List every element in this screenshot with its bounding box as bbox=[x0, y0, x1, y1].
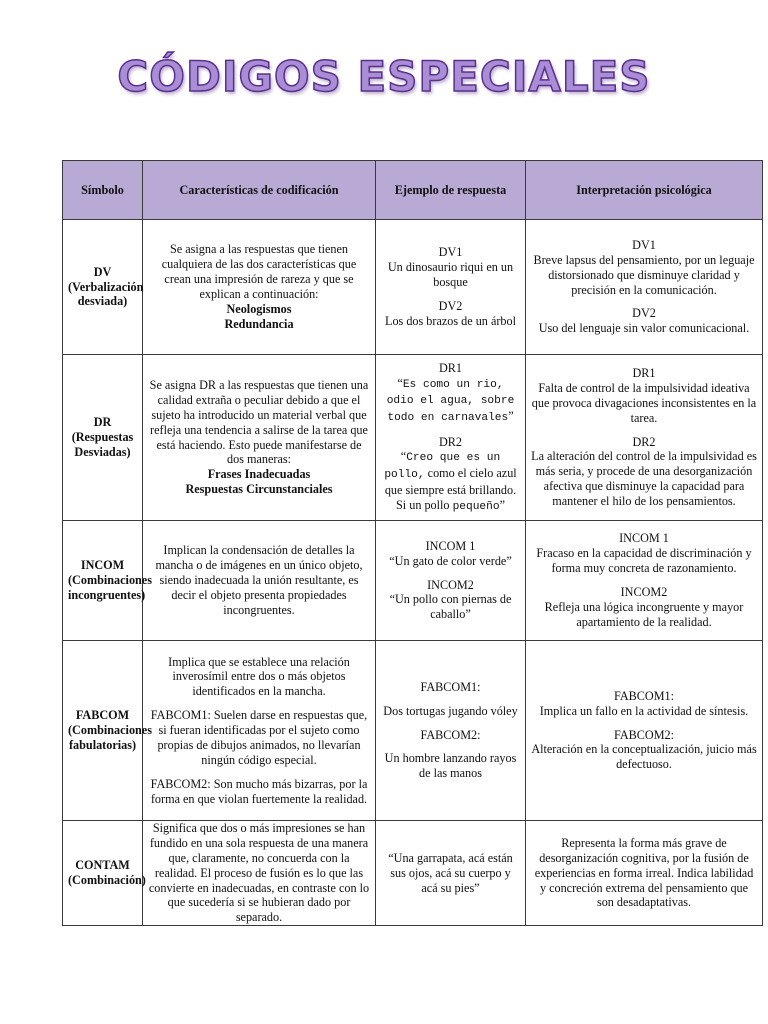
characteristics-bold-2: Redundancia bbox=[224, 316, 294, 331]
example-cell bbox=[376, 355, 526, 521]
characteristics-cell bbox=[143, 641, 376, 821]
table-row-dv bbox=[63, 220, 763, 355]
example-cell bbox=[376, 641, 526, 821]
table-row-contam bbox=[63, 821, 763, 926]
symbol-code: DV bbox=[93, 264, 112, 279]
interpretation-1-label: FABCOM1: bbox=[613, 688, 675, 703]
page-title: CÓDIGOS ESPECIALES bbox=[117, 52, 651, 101]
symbol-cell bbox=[63, 641, 152, 821]
characteristics-cell bbox=[143, 521, 376, 641]
symbol-code: FABCOM bbox=[75, 708, 130, 723]
symbol-description: (Respuestas Desviadas) bbox=[71, 430, 134, 459]
characteristics-text: Se asigna a las respuestas que tienen cualquiera de las dos características que crean una impresión de rareza y que se explican a continuación: bbox=[161, 242, 357, 301]
example-2-text: “Creo que es un pollo, como el cielo azul que siempre está brillando. Si un pollo pequeño” bbox=[384, 449, 517, 513]
symbol-description: (Combinaciones incongruentes) bbox=[68, 573, 152, 602]
interpretation-2-text: Alteración en la conceptualización, juicio más defectuoso. bbox=[531, 742, 757, 772]
special-codes-table bbox=[62, 160, 763, 926]
symbol-code: INCOM bbox=[80, 558, 125, 573]
characteristics-text: Significa que dos o más impresiones se han fundido en una sola respuesta de una manera que, claramente, no concuerda con la realidad. El proceso de fusión es lo que las convierte en inadecuadas, en contraste con lo que sucedería si se hubieran dado por separado. bbox=[148, 821, 370, 925]
symbol-description: (Combinaciones fabulatorias) bbox=[68, 723, 152, 752]
symbol-description: (Combinación) bbox=[68, 873, 146, 888]
characteristics-bold-2: Respuestas Circunstanciales bbox=[185, 482, 333, 497]
symbol-cell bbox=[63, 355, 143, 521]
header-interpretation: Interpretación psicológica bbox=[526, 161, 763, 220]
symbol-description: (Verbalización desviada) bbox=[68, 279, 144, 309]
characteristics-text-1: Implica que se establece una relación inverosímil entre dos o más objetos identificados en la mancha. bbox=[168, 654, 350, 699]
symbol-code: DR bbox=[93, 415, 112, 430]
characteristics-cell bbox=[143, 821, 376, 926]
symbol-cell bbox=[63, 220, 143, 355]
characteristics-text: Se asigna DR a las respuestas que tienen una calidad extraña o peculiar debido a que el sujeto ha introducido un material verbal que refleja una tendencia a salirse de la tarea que está haciendo. Esto puede manifestarse de dos maneras: bbox=[149, 378, 369, 467]
example-cell bbox=[376, 220, 526, 355]
interpretation-cell bbox=[526, 821, 763, 926]
interpretation-2-label: INCOM2 bbox=[620, 585, 668, 599]
example-2-label: DV2 bbox=[438, 298, 463, 313]
symbol-cell bbox=[63, 521, 152, 641]
interpretation-2-text: Refleja una lógica incongruente y mayor apartamiento de la realidad. bbox=[544, 599, 744, 629]
example-1-label: DV1 bbox=[438, 245, 463, 260]
interpretation-1-text: Breve lapsus del pensamiento, por un leguaje distorsionado que disminuye claridad y precisión en la comunicación. bbox=[533, 252, 755, 297]
interpretation-1-text: Implica un fallo en la actividad de síntesis. bbox=[539, 703, 749, 718]
table-row-dr bbox=[63, 355, 763, 521]
interpretation-cell bbox=[526, 220, 763, 355]
characteristics-text: Implican la condensación de detalles la mancha o de imágenes en un único objeto, siendo inadecuada la unión resultante, es decir el objeto presenta propiedades incongruentes. bbox=[155, 543, 363, 617]
table-row-fabcom bbox=[63, 641, 763, 821]
interpretation-1-text: Falta de control de la impulsividad ideativa que provoca divagaciones inconsistentes en la tarea. bbox=[531, 380, 757, 425]
characteristics-bold-1: Frases Inadecuadas bbox=[207, 467, 311, 482]
characteristics-text-2: FABCOM1: Suelen darse en respuestas que, si fueran identificadas por el sujeto como propias de dibujos animados, no llevarían ningún código especial. bbox=[150, 708, 368, 767]
example-1-text: Un dinosaurio riqui en un bosque bbox=[387, 260, 514, 290]
interpretation-1-label: DV1 bbox=[632, 237, 656, 252]
symbol-cell bbox=[63, 821, 146, 926]
example-text: “Una garrapata, acá están sus ojos, acá su cuerpo y acá su pies” bbox=[388, 850, 513, 895]
interpretation-2-label: DR2 bbox=[632, 434, 656, 449]
example-2-text: “Un pollo con piernas de caballo” bbox=[389, 592, 512, 622]
example-cell bbox=[376, 821, 526, 926]
header-example: Ejemplo de respuesta bbox=[376, 161, 526, 220]
interpretation-text: Representa la forma más grave de desorganización cognitiva, por la fusión de experiencias en forma irreal. Indica labilidad y concreción extrema del pensamiento que son desadaptativas. bbox=[534, 835, 754, 910]
example-2-label: FABCOM2: bbox=[420, 727, 481, 742]
characteristics-text-3: FABCOM2: Son mucho más bizarras, por la forma en que violan fuertemente la realidad. bbox=[150, 776, 368, 806]
example-1-text: “Un gato de color verde” bbox=[389, 553, 512, 568]
example-1-label: DR1 bbox=[438, 360, 463, 375]
interpretation-2-text: La alteración del control de la impulsividad es más seria, y procede de una desorganización afectiva que disminuye la capacidad para mantener el hilo de los pensamientos. bbox=[531, 449, 757, 509]
header-symbol: Símbolo bbox=[63, 161, 143, 220]
example-2-text: Los dos brazos de un árbol bbox=[385, 313, 516, 328]
interpretation-cell bbox=[526, 355, 763, 521]
characteristics-cell bbox=[143, 220, 376, 355]
characteristics-cell bbox=[143, 355, 376, 521]
interpretation-1-text: Fracaso en la capacidad de discriminación y forma muy concreta de razonamiento. bbox=[536, 546, 752, 576]
example-1-text: Dos tortugas jugando vóley bbox=[383, 703, 518, 718]
interpretation-cell bbox=[526, 641, 763, 821]
example-1-label: FABCOM1: bbox=[420, 679, 481, 694]
symbol-code: CONTAM bbox=[75, 858, 130, 873]
interpretation-1-label: INCOM 1 bbox=[619, 531, 669, 546]
interpretation-2-text: Uso del lenguaje sin valor comunicacional. bbox=[538, 321, 750, 336]
interpretation-cell bbox=[526, 521, 763, 641]
interpretation-1-label: DR1 bbox=[632, 366, 656, 381]
example-1-label: INCOM 1 bbox=[425, 538, 476, 553]
example-1-text: “Es como un rio, odio el agua, sobre todo en carnavales” bbox=[386, 375, 515, 424]
characteristics-bold-1: Neologismos bbox=[226, 301, 292, 316]
example-2-label: DR2 bbox=[438, 434, 463, 449]
header-characteristics: Características de codificación bbox=[143, 161, 376, 220]
table-row-incom bbox=[63, 521, 763, 641]
example-cell bbox=[376, 521, 526, 641]
interpretation-2-label: FABCOM2: bbox=[613, 727, 675, 742]
example-2-text: Un hombre lanzando rayos de las manos bbox=[384, 751, 517, 781]
example-2-label: INCOM2 bbox=[427, 577, 474, 592]
table-header-row bbox=[63, 161, 763, 220]
interpretation-2-label: DV2 bbox=[632, 306, 656, 321]
